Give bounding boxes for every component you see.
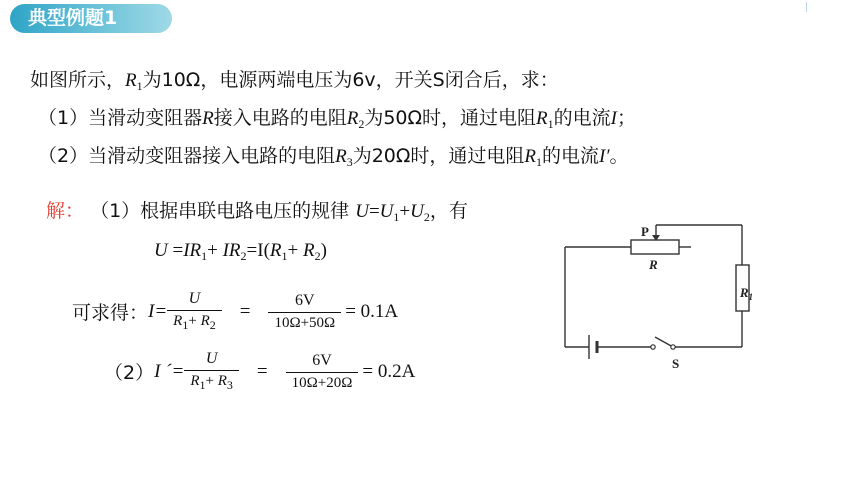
rheostat-body — [631, 240, 679, 254]
var: IR — [222, 240, 241, 261]
numerator: U — [205, 350, 218, 367]
label-r1-var: R — [739, 285, 749, 300]
label-r: R — [649, 257, 658, 272]
var: R — [173, 313, 183, 329]
var: I — [610, 108, 617, 129]
var: R — [217, 373, 227, 389]
text: 如图所示， — [30, 69, 126, 91]
corner-mark — [806, 2, 807, 12]
subscript: 1 — [547, 117, 554, 131]
subscript: 1 — [182, 318, 189, 332]
symbol: + — [205, 373, 218, 389]
subscript: 2 — [423, 210, 430, 224]
denominator — [184, 373, 239, 393]
var: U — [410, 201, 424, 222]
subscript: 3 — [346, 155, 353, 169]
denominator — [167, 313, 222, 333]
fraction-symbolic — [184, 350, 239, 393]
question-1 — [38, 103, 636, 132]
lhs: I= — [148, 300, 168, 322]
denominator: 10Ω+20Ω — [291, 374, 353, 391]
var: R — [303, 240, 315, 261]
text: 可求得： — [72, 302, 149, 324]
var: R — [202, 108, 214, 129]
equation-1 — [154, 240, 327, 264]
fraction-bar — [184, 370, 239, 371]
subscript: 1 — [136, 79, 143, 93]
symbol: = — [368, 201, 380, 222]
fraction-bar — [268, 312, 341, 313]
fraction-bar — [167, 310, 222, 311]
symbol: ) — [320, 240, 327, 261]
var: IR — [183, 240, 202, 261]
label-r1-sub: 1 — [748, 292, 753, 302]
calculation-2 — [104, 350, 415, 393]
label-r1 — [739, 285, 753, 302]
var: U — [355, 201, 369, 222]
lhs: I ´= — [154, 360, 185, 382]
text: ； — [616, 107, 636, 129]
numerator: 6V — [312, 351, 332, 369]
text: 的电流 — [553, 107, 611, 129]
text: 接入电路的电阻 — [213, 107, 347, 129]
subscript: 2 — [209, 318, 216, 332]
symbol: =I( — [246, 240, 270, 261]
label-s: S — [672, 356, 680, 371]
equals: = — [256, 360, 268, 382]
switch-blade — [655, 337, 673, 347]
text: （2） — [104, 362, 155, 384]
result: = 0.2A — [362, 360, 416, 382]
subscript: 1 — [393, 210, 400, 224]
var: R — [200, 313, 210, 329]
var: R — [536, 108, 548, 129]
symbol: + — [207, 240, 223, 261]
var: R — [524, 146, 537, 167]
text: 的电流 — [542, 145, 600, 167]
symbol: + — [188, 313, 201, 329]
var: R — [346, 108, 359, 129]
fraction-bar — [286, 372, 359, 373]
calculation-1 — [72, 290, 398, 333]
switch-contact-left — [651, 345, 655, 349]
problem-intro — [30, 65, 559, 94]
equals: = — [239, 300, 251, 322]
solution-step-1 — [46, 196, 468, 225]
var: U — [379, 201, 394, 222]
var: U — [154, 240, 168, 261]
text: ，有 — [429, 200, 468, 222]
text: 为50Ω时，通过电阻 — [364, 107, 537, 129]
symbol: = — [167, 240, 184, 261]
var: R — [269, 240, 282, 261]
subscript: 1 — [536, 155, 543, 169]
var: R — [190, 373, 200, 389]
text: 。 — [609, 145, 629, 167]
text: （1）根据串联电路电压的规律 — [90, 200, 356, 222]
subscript: 2 — [240, 249, 247, 263]
var: R — [125, 70, 137, 91]
subscript: 1 — [201, 249, 208, 263]
question-2 — [38, 141, 629, 170]
circuit-diagram — [555, 215, 755, 375]
text: （2）当滑动变阻器接入电路的电阻 — [38, 145, 336, 167]
subscript: 1 — [199, 378, 206, 392]
result: = 0.1A — [345, 300, 399, 322]
subscript: 1 — [281, 249, 288, 263]
subscript: 3 — [226, 378, 233, 392]
symbol: + — [287, 240, 303, 261]
text: 为10Ω，电源两端电压为6v，开关S闭合后，求： — [142, 69, 559, 91]
example-badge: 典型例题1 — [10, 4, 172, 33]
subscript: 2 — [358, 117, 365, 131]
fraction-numeric — [286, 352, 359, 392]
numerator: U — [188, 290, 201, 307]
subscript: 2 — [314, 249, 321, 263]
fraction-symbolic — [167, 290, 222, 333]
var: R — [335, 146, 347, 167]
label-p: P — [641, 224, 649, 239]
numerator: 6V — [295, 291, 315, 309]
text: （1）当滑动变阻器 — [38, 107, 203, 129]
denominator: 10Ω+50Ω — [274, 314, 336, 331]
fraction-numeric — [268, 292, 341, 332]
var: I′ — [599, 146, 610, 167]
symbol: + — [399, 201, 411, 222]
text: 为20Ω时，通过电阻 — [352, 145, 525, 167]
switch-contact-right — [671, 345, 675, 349]
solution-label: 解： — [46, 200, 85, 222]
